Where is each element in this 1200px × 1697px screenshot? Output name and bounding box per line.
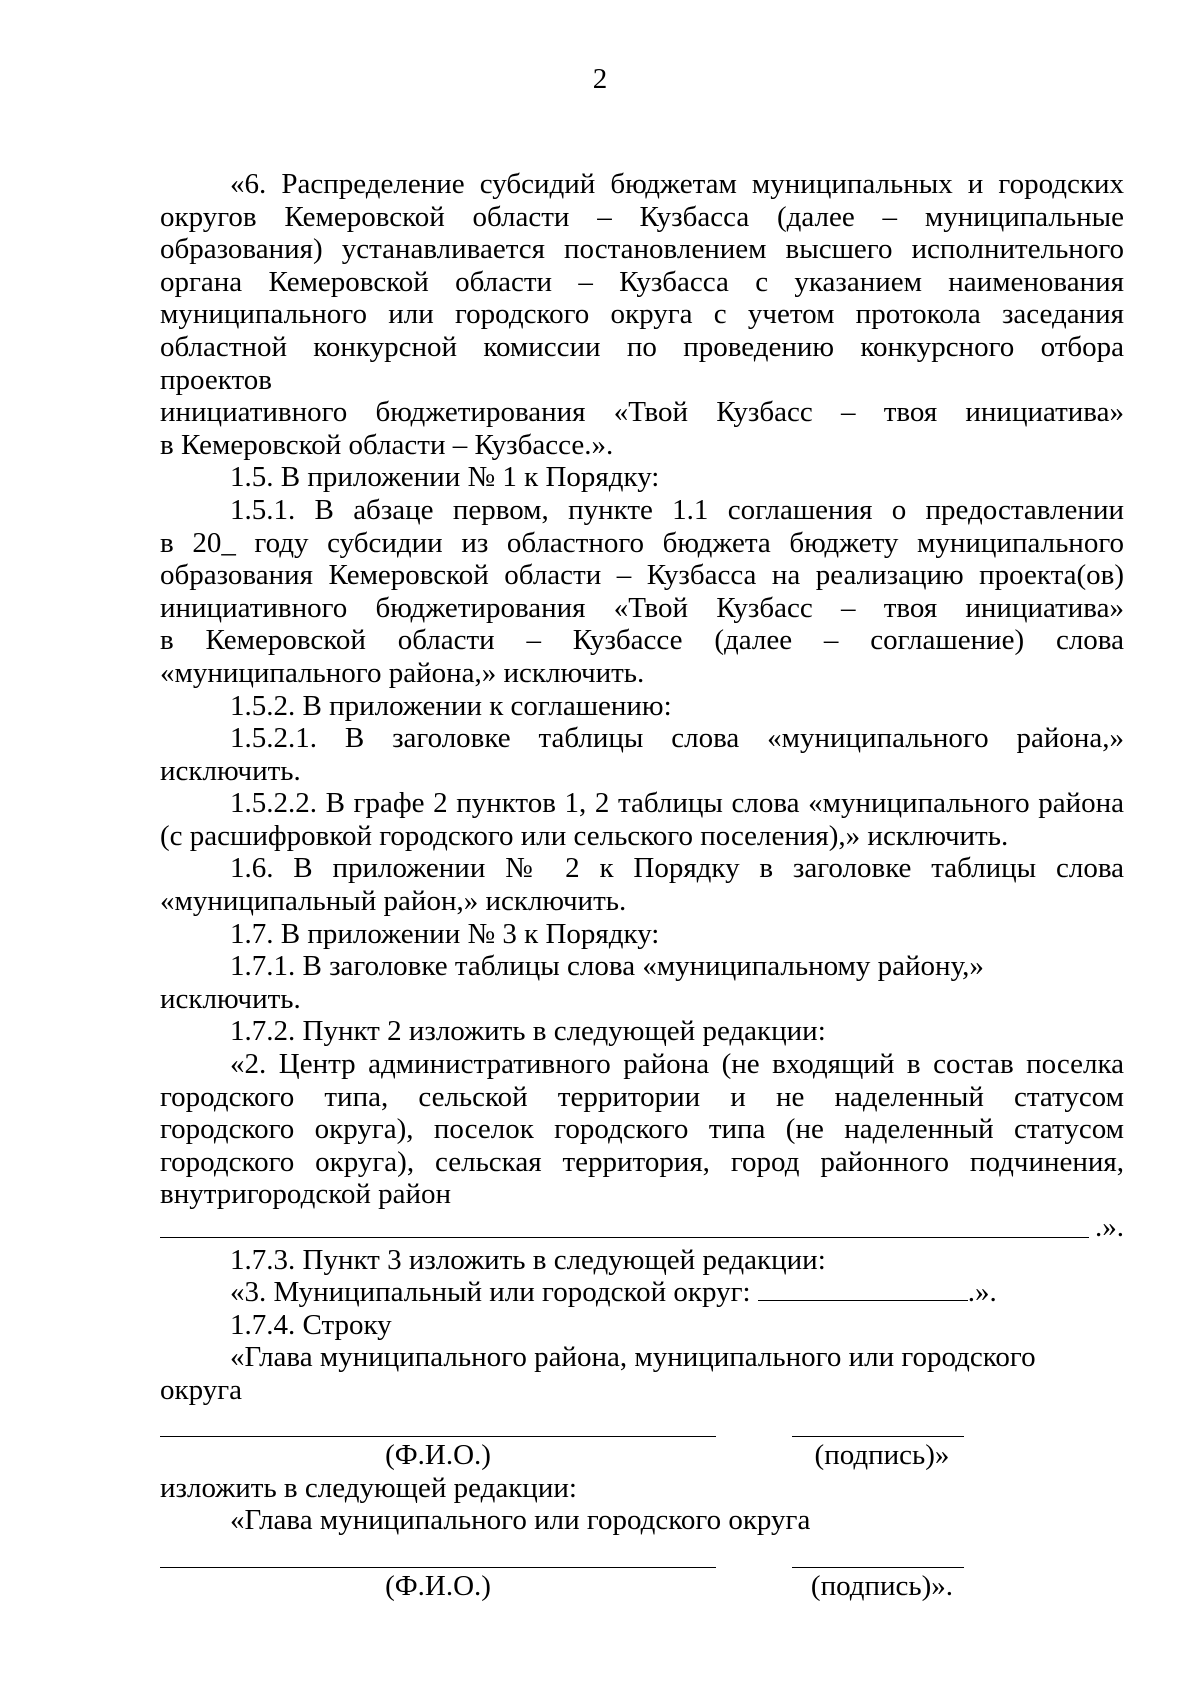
- paragraph-line: образования Кемеровской области – Кузбасса на реализацию проекта(ов): [160, 559, 1124, 592]
- paragraph-line: 1.7.3. Пункт 3 изложить в следующей редакции:: [230, 1243, 826, 1276]
- paragraph-line: 1.5.2.2. В графе 2 пунктов 1, 2 таблицы слова «муниципального района: [230, 787, 1124, 820]
- fill-in-line-tail: .».: [1095, 1211, 1124, 1243]
- paragraph-line: исключить.: [160, 754, 301, 787]
- fill-in-line: [160, 1211, 1124, 1244]
- paragraph-line: городского округа), сельская территория, город районного подчинения,: [160, 1145, 1124, 1178]
- paragraph-line: 1.7.4. Строку: [230, 1308, 392, 1341]
- signature-lines: [160, 1407, 1124, 1440]
- signature-caption: (подпись)»: [814, 1439, 950, 1472]
- signature-rule: [792, 1436, 964, 1437]
- blank-rule: [758, 1276, 968, 1301]
- paragraph-line: муниципального или городского округа с учетом протокола заседания: [160, 298, 1124, 331]
- paragraph-line: образования) устанавливается постановлением высшего исполнительного: [160, 233, 1124, 266]
- paragraph-line: (с расшифровкой городского или сельского поселения),» исключить.: [160, 819, 1009, 852]
- paragraph-line: изложить в следующей редакции:: [160, 1471, 577, 1504]
- paragraph-line: инициативного бюджетирования «Твой Кузбасс – твоя инициатива»: [160, 396, 1124, 429]
- signature-captions: [160, 1570, 1124, 1603]
- paragraph-line: «муниципального района,» исключить.: [160, 656, 645, 689]
- paragraph-line: «2. Центр административного района (не входящий в состав поселка: [230, 1048, 1124, 1081]
- paragraph-line: «муниципальный район,» исключить.: [160, 885, 627, 918]
- paragraph-line-text: «3. Муниципальный или городской округ:: [230, 1276, 758, 1309]
- paragraph-line: городского типа, сельской территории и не наделенный статусом: [160, 1080, 1124, 1113]
- paragraph-line: «Глава муниципального района, муниципального или городского округа: [160, 1341, 1036, 1406]
- paragraph-line: 1.5.1. В абзаце первом, пункте 1.1 соглашения о предоставлении: [230, 493, 1124, 526]
- paragraph-line: 1.5.2.1. В заголовке таблицы слова «муниципального района,»: [230, 722, 1124, 755]
- page-number: 2: [592, 63, 608, 95]
- blank-rule: [160, 1237, 1089, 1238]
- paragraph-line: в Кемеровской области – Кузбассе.».: [160, 428, 614, 461]
- paragraph-line: областной конкурсной комиссии по проведению конкурсного отбора проектов: [160, 330, 1124, 396]
- paragraph-line: [160, 1276, 1124, 1309]
- signature-captions: [160, 1439, 1124, 1472]
- paragraph-line: «Глава муниципального или городского округа: [230, 1504, 811, 1537]
- paragraph-line: 1.5.2. В приложении к соглашению:: [230, 689, 672, 722]
- paragraph-line: 1.7. В приложении № 3 к Порядку:: [230, 917, 660, 950]
- signature-lines: [160, 1537, 1124, 1570]
- fio-rule: [160, 1436, 716, 1437]
- paragraph-line: городского округа), поселок городского типа (не наделенный статусом: [160, 1113, 1124, 1146]
- signature-caption: (подпись)».: [810, 1569, 954, 1602]
- paragraph-line: инициативного бюджетирования «Твой Кузбасс – твоя инициатива»: [160, 591, 1124, 624]
- fio-caption: (Ф.И.О.): [385, 1569, 491, 1602]
- paragraph-line-tail: .».: [967, 1276, 997, 1309]
- paragraph-line: 1.7.2. Пункт 2 изложить в следующей редакции:: [230, 1015, 826, 1048]
- paragraph-line: «6. Распределение субсидий бюджетам муниципальных и городских: [230, 168, 1124, 200]
- paragraph-line: 1.7.1. В заголовке таблицы слова «муниципальному району,» исключить.: [160, 950, 984, 1015]
- paragraph-line: 1.5. В приложении № 1 к Порядку:: [230, 461, 660, 494]
- paragraph-line: 1.6. В приложении № 2 к Порядку в заголовке таблицы слова: [230, 852, 1124, 885]
- paragraph-line: внутригородской район: [160, 1178, 452, 1211]
- paragraph-line: в 20_ году субсидии из областного бюджета бюджету муниципального: [160, 526, 1124, 559]
- fio-rule: [160, 1567, 716, 1568]
- signature-rule: [792, 1567, 964, 1568]
- paragraph-line: округов Кемеровской области – Кузбасса (далее – муниципальные: [160, 200, 1124, 233]
- paragraph-line: в Кемеровской области – Кузбассе (далее – соглашение) слова: [160, 624, 1124, 657]
- paragraph-line: органа Кемеровской области – Кузбасса с указанием наименования: [160, 265, 1124, 298]
- fio-caption: (Ф.И.О.): [385, 1439, 491, 1472]
- document-body: [160, 168, 1124, 1602]
